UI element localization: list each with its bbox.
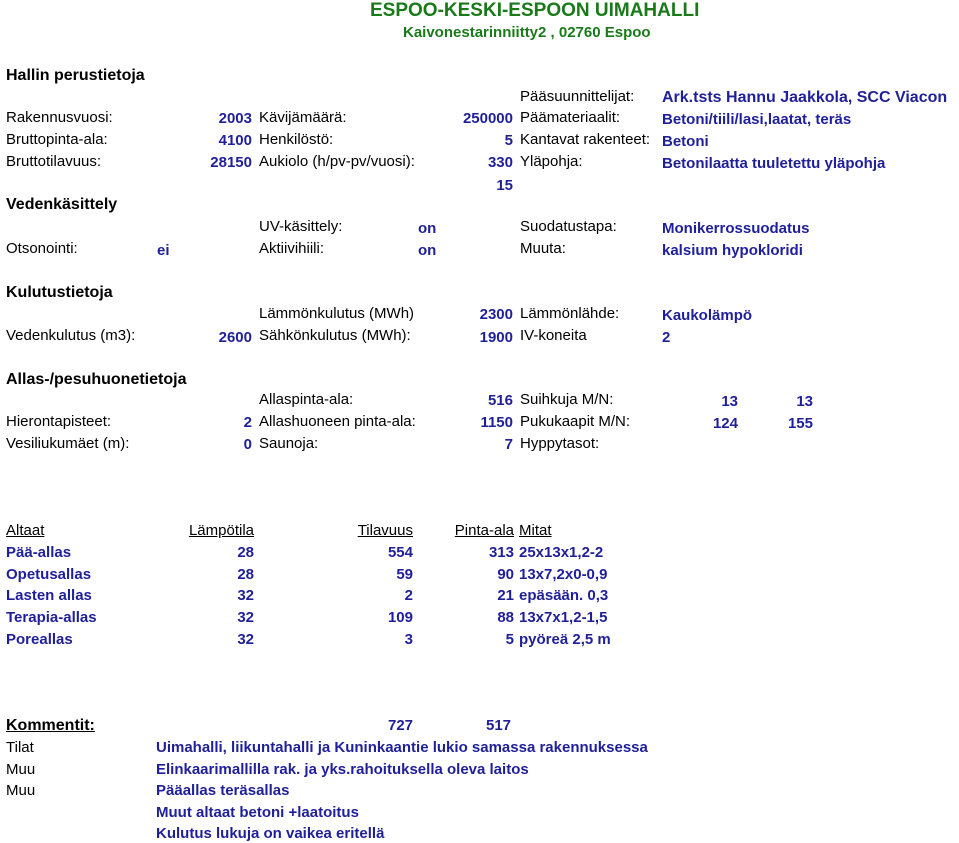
label-vesiliu: Vesiliukumäet (m): — [6, 435, 130, 452]
label-aukiolo: Aukiolo (h/pv-pv/vuosi): — [259, 153, 415, 170]
table-header-tilavuus: Tilavuus — [357, 522, 413, 539]
value-sahko: 1900 — [479, 329, 513, 346]
pool-volume: 59 — [396, 566, 413, 583]
value-paasuunnittelijat: Ark.tsts Hannu Jaakkola, SCC Viacon — [662, 89, 948, 106]
value-henkilosto: 5 — [504, 132, 513, 149]
pool-temp: 32 — [237, 587, 254, 604]
label-saunoja: Saunoja: — [259, 435, 319, 452]
pool-dims: 25x13x1,2-2 — [519, 544, 604, 561]
label-otsonointi: Otsonointi: — [6, 240, 78, 257]
value-otsonointi: ei — [157, 242, 170, 259]
label-aktiivihiili: Aktiivihiili: — [259, 240, 325, 257]
comments-number-2: 517 — [486, 717, 512, 734]
pool-area: 21 — [497, 587, 514, 604]
value-rakennusvuosi: 2003 — [218, 110, 252, 127]
table-header-lampotila: Lämpötila — [188, 522, 254, 539]
label-paasuunnittelijat: Pääsuunnittelijat: — [520, 88, 635, 105]
pool-name: Opetusallas — [6, 566, 92, 583]
label-kavijamaara: Kävijämäärä: — [259, 109, 347, 126]
pool-area: 313 — [488, 544, 514, 561]
value-bruttotilavuus: 28150 — [210, 154, 252, 171]
label-bruttotilavuus: Bruttotilavuus: — [6, 153, 102, 170]
comment-text: Muut altaat betoni +laatoitus — [156, 804, 359, 821]
comment-label: Muu — [6, 761, 36, 778]
value-muuta: kalsium hypokloridi — [662, 242, 803, 259]
label-sahko: Sähkönkulutus (MWh): — [259, 327, 411, 344]
label-rakennusvuosi: Rakennusvuosi: — [6, 109, 113, 126]
section-heading-basic: Hallin perustietoja — [6, 67, 145, 84]
pool-dims: pyöreä 2,5 m — [519, 631, 611, 648]
label-lammon: Lämmönkulutus (MWh) — [259, 305, 415, 322]
value-aktiivihiili: on — [418, 242, 437, 259]
pool-name: Terapia-allas — [6, 609, 97, 626]
pool-dims: 13x7x1,2-1,5 — [519, 609, 608, 626]
pool-area: 90 — [497, 566, 514, 583]
value-vesi: 2600 — [218, 329, 252, 346]
label-iv: IV-koneita — [520, 327, 587, 344]
value-allashuone: 1150 — [480, 414, 513, 431]
label-pukukaapit: Pukukaapit M/N: — [520, 413, 631, 430]
comment-label: Muu — [6, 782, 36, 799]
table-header-pinta-ala: Pinta-ala — [454, 522, 514, 539]
section-heading-consumption: Kulutustietoja — [6, 284, 113, 301]
pool-temp: 28 — [237, 544, 254, 561]
comments-number-1: 727 — [388, 717, 414, 734]
pool-dims: epäsään. 0,3 — [519, 587, 609, 604]
value-allaspinta: 516 — [487, 392, 513, 409]
comment-text: Kulutus lukuja on vaikea eritellä — [156, 825, 385, 842]
value-hieronta: 2 — [243, 414, 252, 431]
label-henkilosto: Henkilöstö: — [259, 131, 334, 148]
value-pukukaapit-n: 155 — [787, 415, 813, 432]
label-allashuone: Allashuoneen pinta-ala: — [259, 413, 416, 430]
value-lammonlahde: Kaukolämpö — [662, 307, 753, 324]
section-heading-pool: Allas-/pesuhuonetietoja — [6, 371, 187, 388]
pool-area: 5 — [505, 631, 514, 648]
page-title: ESPOO-KESKI-ESPOON UIMAHALLI — [370, 0, 700, 21]
value-bruttopinta: 4100 — [218, 132, 252, 149]
label-lammonlahde: Lämmönlähde: — [520, 305, 620, 322]
pool-temp: 32 — [237, 609, 254, 626]
value-uv: on — [418, 220, 437, 237]
label-muuta: Muuta: — [520, 240, 566, 257]
comment-label: Tilat — [6, 739, 34, 756]
pool-name: Lasten allas — [6, 587, 92, 604]
value-suihkuja-m: 13 — [721, 393, 738, 410]
label-vesi: Vedenkulutus (m3): — [6, 327, 136, 344]
pool-name: Poreallas — [6, 631, 73, 648]
table-header-mitat: Mitat — [519, 522, 552, 539]
value-vesiliu: 0 — [243, 436, 252, 453]
value-iv: 2 — [662, 329, 671, 346]
label-hyppy: Hyppytasot: — [520, 435, 600, 452]
section-heading-water: Vedenkäsittely — [6, 196, 118, 213]
comment-text: Elinkaarimallilla rak. ja yks.rahoituksella oleva laitos — [156, 761, 529, 778]
value-aukiolo: 330 — [487, 154, 513, 171]
pool-temp: 28 — [237, 566, 254, 583]
pool-name: Pää-allas — [6, 544, 72, 561]
label-allaspinta: Allaspinta-ala: — [259, 391, 354, 408]
value-kantavat: Betoni — [662, 133, 709, 150]
label-kantavat: Kantavat rakenteet: — [520, 131, 651, 148]
page-subtitle-address: Kaivonestarinniitty2 , 02760 Espoo — [403, 24, 651, 41]
label-ylapohja: Yläpohja: — [520, 153, 583, 170]
comments-heading: Kommentit: — [6, 717, 95, 734]
label-suihkuja: Suihkuja M/N: — [520, 391, 614, 408]
label-suodatus: Suodatustapa: — [520, 218, 617, 235]
value-aukiolo-extra: 15 — [496, 177, 513, 194]
value-saunoja: 7 — [504, 436, 513, 453]
value-ylapohja: Betonilaatta tuuletettu yläpohja — [662, 155, 886, 172]
value-suodatus: Monikerrossuodatus — [662, 220, 810, 237]
value-pukukaapit-m: 124 — [712, 415, 738, 432]
value-paamateriaalit: Betoni/tiili/lasi,laatat, teräs — [662, 111, 852, 128]
pool-volume: 109 — [387, 609, 413, 626]
table-header-altaat: Altaat — [6, 522, 45, 539]
label-bruttopinta: Bruttopinta-ala: — [6, 131, 108, 148]
label-paamateriaalit: Päämateriaalit: — [520, 109, 621, 126]
pool-dims: 13x7,2x0-0,9 — [519, 566, 608, 583]
pool-volume: 3 — [404, 631, 413, 648]
value-lammon: 2300 — [479, 306, 513, 323]
value-suihkuja-n: 13 — [796, 393, 813, 410]
comment-text: Pääallas teräsallas — [156, 782, 290, 799]
comment-text: Uimahalli, liikuntahalli ja Kuninkaantie lukio samassa rakennuksessa — [156, 739, 648, 756]
pool-area: 88 — [497, 609, 514, 626]
pool-volume: 554 — [387, 544, 413, 561]
label-uv: UV-käsittely: — [259, 218, 343, 235]
value-kavijamaara: 250000 — [462, 110, 513, 127]
pool-temp: 32 — [237, 631, 254, 648]
pool-volume: 2 — [404, 587, 413, 604]
label-hieronta: Hierontapisteet: — [6, 413, 112, 430]
